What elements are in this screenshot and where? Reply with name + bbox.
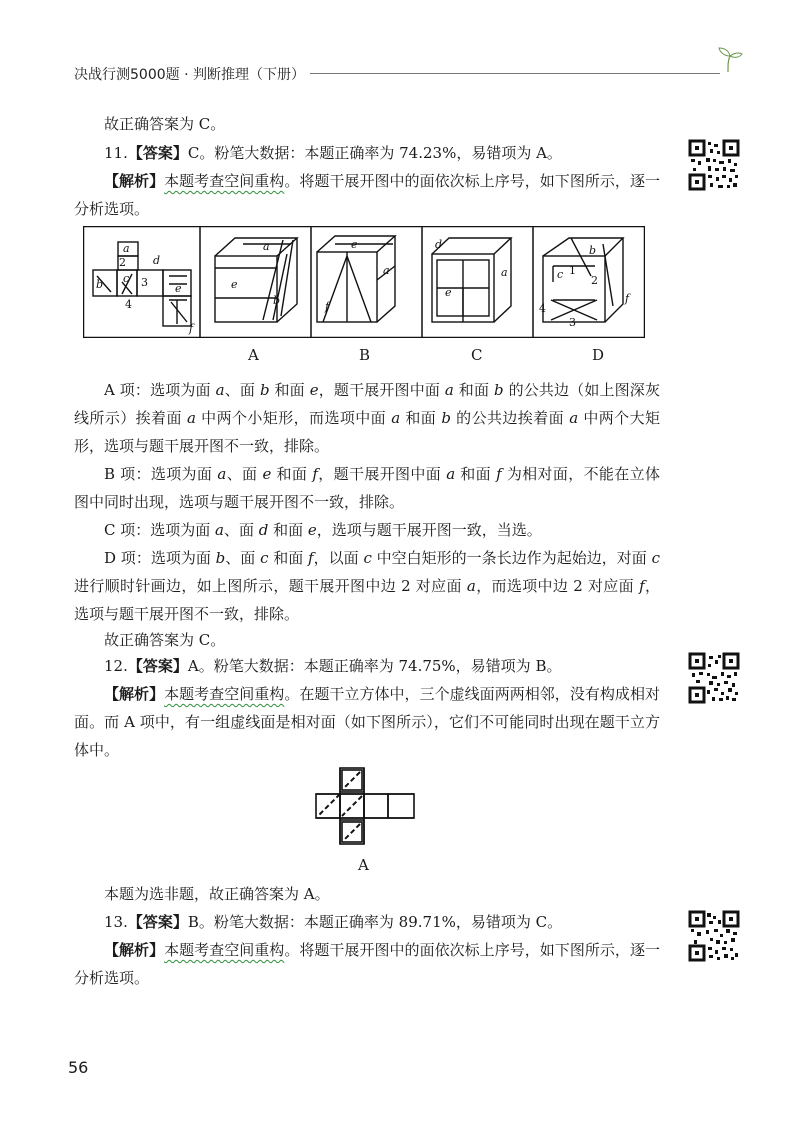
q11-number: 11. xyxy=(104,144,128,162)
q11-analysis-keyword: 本题考查空间重构 xyxy=(164,172,285,190)
q11-analysis xyxy=(74,167,660,223)
figure2-label: A xyxy=(358,856,369,874)
option-a-cube xyxy=(215,238,297,322)
conclusion-line-2: 故正确答案为 C。 xyxy=(104,631,226,649)
q13-answer-tag: 【答案】 xyxy=(127,913,188,931)
svg-text:b: b xyxy=(273,294,281,307)
svg-text:3: 3 xyxy=(569,316,576,329)
q13-analysis-keyword: 本题考查空间重构 xyxy=(164,941,285,959)
svg-text:2: 2 xyxy=(119,256,126,269)
q13-analysis-tag: 【解析】 xyxy=(104,941,165,959)
q11-figure xyxy=(83,226,645,338)
option-d-analysis: D 项：选项为面 b、面 c 和面 f，以面 c 中空白矩形的一条长边作为起始边，对面 c 进行顺时针画边，如上图所示，题干展开图中边 2 对应面 a，而选项中边 2 对应面 f，选项与题干展开图不一致，排除。 xyxy=(74,549,660,623)
svg-text:b: b xyxy=(96,278,104,291)
svg-text:4: 4 xyxy=(539,302,546,315)
q13-analysis-text: 。将题干展开图中的面依次标上序号，如下图所示，逐一分析选项。 xyxy=(74,941,660,987)
option-label-b: B xyxy=(359,346,371,364)
q13-answer-line xyxy=(74,908,660,936)
qr-code-icon[interactable] xyxy=(688,652,740,704)
q12-analysis xyxy=(74,680,660,764)
q12-answer-line xyxy=(74,652,660,680)
svg-text:f: f xyxy=(189,322,194,335)
page-header xyxy=(74,60,734,90)
q13-analysis xyxy=(74,936,660,992)
q12-analysis-text: 。在题干立方体中，三个虚线面两两相邻，没有构成相对面。而 A 项中，有一组虚线面是相对面（如下图所示），它们不可能同时出现在题干立方体中。 xyxy=(74,685,660,759)
q11-analysis-tag: 【解析】 xyxy=(104,172,165,190)
page-number: 56 xyxy=(68,1058,89,1077)
svg-text:2: 2 xyxy=(591,274,598,287)
q12-number: 12. xyxy=(104,657,128,675)
q12-answer-text: A。粉笔大数据：本题正确率为 74.75%，易错项为 B。 xyxy=(187,657,562,675)
option-label-d: D xyxy=(592,346,605,364)
qr-code-icon[interactable] xyxy=(688,910,740,962)
svg-text:d: d xyxy=(153,254,161,267)
svg-text:f: f xyxy=(325,300,330,313)
q12-answer-tag: 【答案】 xyxy=(127,657,188,675)
svg-text:a: a xyxy=(383,264,390,277)
q11-analysis-text: 。将题干展开图中的面依次标上序号，如下图所示，逐一分析选项。 xyxy=(74,172,660,218)
svg-text:1: 1 xyxy=(569,264,576,277)
svg-text:a: a xyxy=(263,240,270,253)
svg-text:c: c xyxy=(123,272,130,285)
svg-text:c: c xyxy=(557,268,564,281)
svg-text:3: 3 xyxy=(141,276,148,289)
option-c-analysis: C 项：选项为面 a、面 d 和面 e，选项与题干展开图一致，当选。 xyxy=(104,521,542,539)
header-rule xyxy=(310,73,720,74)
svg-text:a: a xyxy=(123,242,130,255)
q13-answer-text: B。粉笔大数据：本题正确率为 89.71%，易错项为 C。 xyxy=(187,913,563,931)
q13-number: 13. xyxy=(104,913,128,931)
svg-text:e: e xyxy=(175,282,182,295)
qr-code-icon[interactable] xyxy=(688,139,740,191)
option-label-c: C xyxy=(471,346,483,364)
q11-answer-line xyxy=(74,139,660,167)
option-label-a: A xyxy=(248,346,259,364)
q12-analysis-keyword: 本题考查空间重构 xyxy=(164,685,285,703)
q12-analysis-tag: 【解析】 xyxy=(104,685,165,703)
q11-answer-text: C。粉笔大数据：本题正确率为 74.23%，易错项为 A。 xyxy=(187,144,562,162)
svg-text:a: a xyxy=(501,266,508,279)
svg-text:f: f xyxy=(625,292,630,305)
svg-text:e: e xyxy=(351,238,358,251)
option-c-cube xyxy=(432,238,511,322)
q11-answer-tag: 【答案】 xyxy=(127,144,188,162)
leaf-icon xyxy=(714,46,744,74)
svg-text:4: 4 xyxy=(125,298,132,311)
svg-text:b: b xyxy=(589,244,597,257)
svg-text:e: e xyxy=(445,286,452,299)
conclusion-line-1: 故正确答案为 C。 xyxy=(104,115,226,133)
option-b-analysis: B 项：选项为面 a、面 e 和面 f，题干展开图中面 a 和面 f 为相对面，不能在立体图中同时出现，选项与题干展开图不一致，排除。 xyxy=(74,465,660,511)
conclusion-line-3: 本题为选非题，故正确答案为 A。 xyxy=(104,885,330,903)
q12-figure xyxy=(313,766,417,846)
option-a-analysis: A 项：选项为面 a、面 b 和面 e，题干展开图中面 a 和面 b 的公共边（如上图深灰线所示）挨着面 a 中两个小矩形，而选项中面 a 和面 b 的公共边挨着面 a 中两个大矩形，选项与题干展开图不一致，排除。 xyxy=(74,381,660,455)
svg-text:d: d xyxy=(435,238,443,251)
option-d-cube xyxy=(543,238,623,322)
header-title: 决战行测5000题 · 判断推理（下册） xyxy=(74,67,305,83)
svg-text:e: e xyxy=(231,278,238,291)
